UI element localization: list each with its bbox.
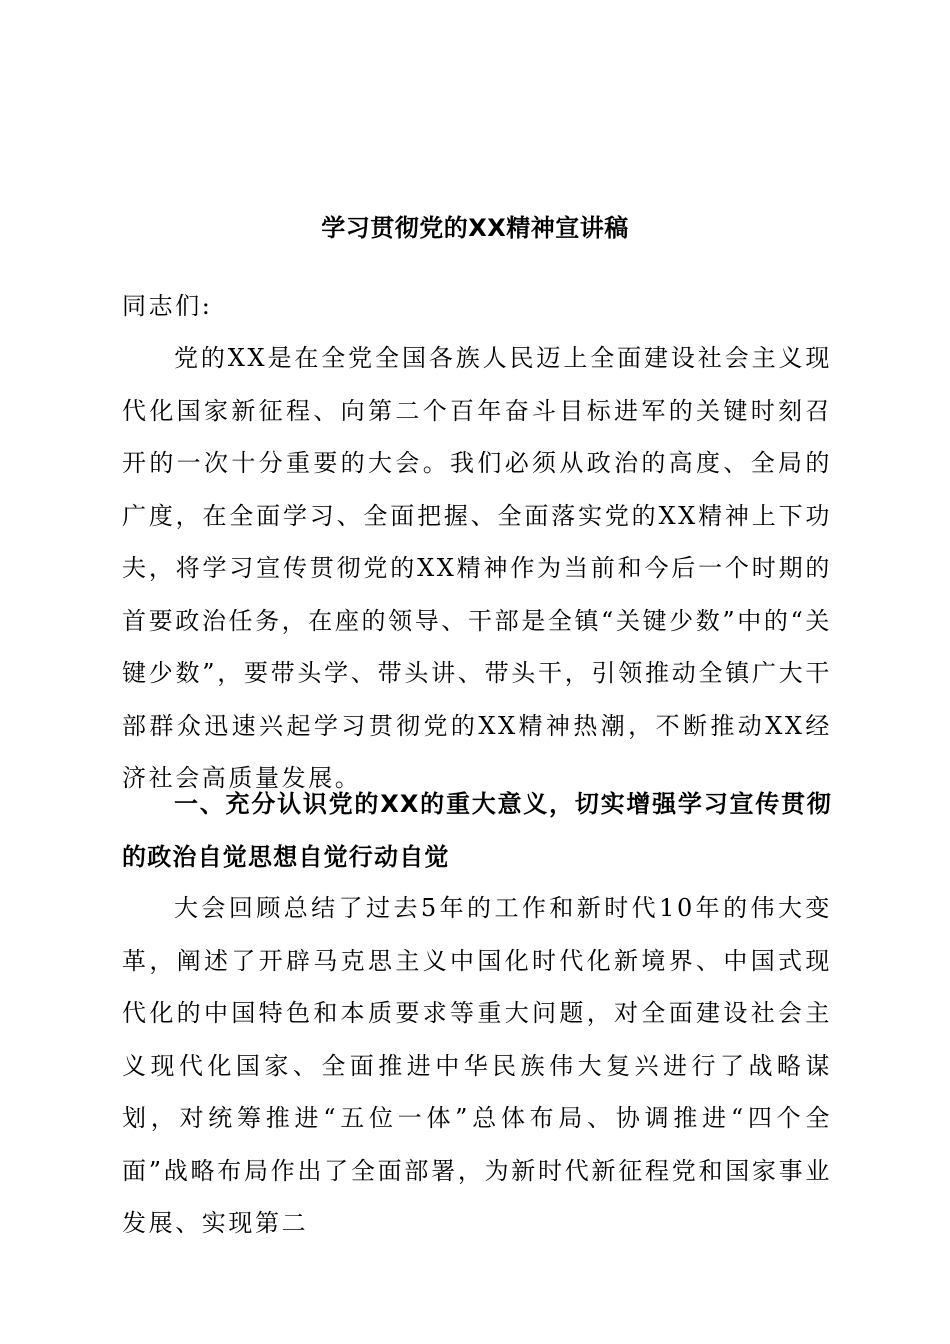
document-title: 学习贯彻党的XX精神宣讲稿 [321, 214, 629, 242]
section-heading: 一、充分认识党的XX的重大意义，切实增强学习宣传贯彻的政治自觉思想自觉行动自觉 [122, 790, 832, 871]
salutation: 同志们: [122, 292, 213, 320]
body-paragraph: 党的XX是在全党全国各族人民迈上全面建设社会主义现代化国家新征程、向第二个百年奋斗目标进军的关键时刻召开的一次十分重要的大会。我们必须从政治的高度、全局的广度，在全面学习、全面把握、全面落实党的XX精神上下功夫，将学习宣传贯彻党的XX精神作为当前和今后一个时期的首要政治任务，在座的领导、干部是全镇“关键少数”中的“关键少数”，要带头学、带头讲、带头干，引领推动全镇广大干部群众迅速兴起学习贯彻党的XX精神热潮，不断推动XX经济社会高质量发展。 [122, 344, 832, 792]
section-paragraph: 大会回顾总结了过去5年的工作和新时代10年的伟大变革，阐述了开辟马克思主义中国化时代化新境界、中国式现代化的中国特色和本质要求等重大问题，对全面建设社会主义现代化国家、全面推进中华民族伟大复兴进行了战略谋划，对统筹推进“五位一体”总体布局、协调推进“四个全面”战略布局作出了全面部署，为新时代新征程党和国家事业发展、实现第二 [122, 894, 832, 1237]
